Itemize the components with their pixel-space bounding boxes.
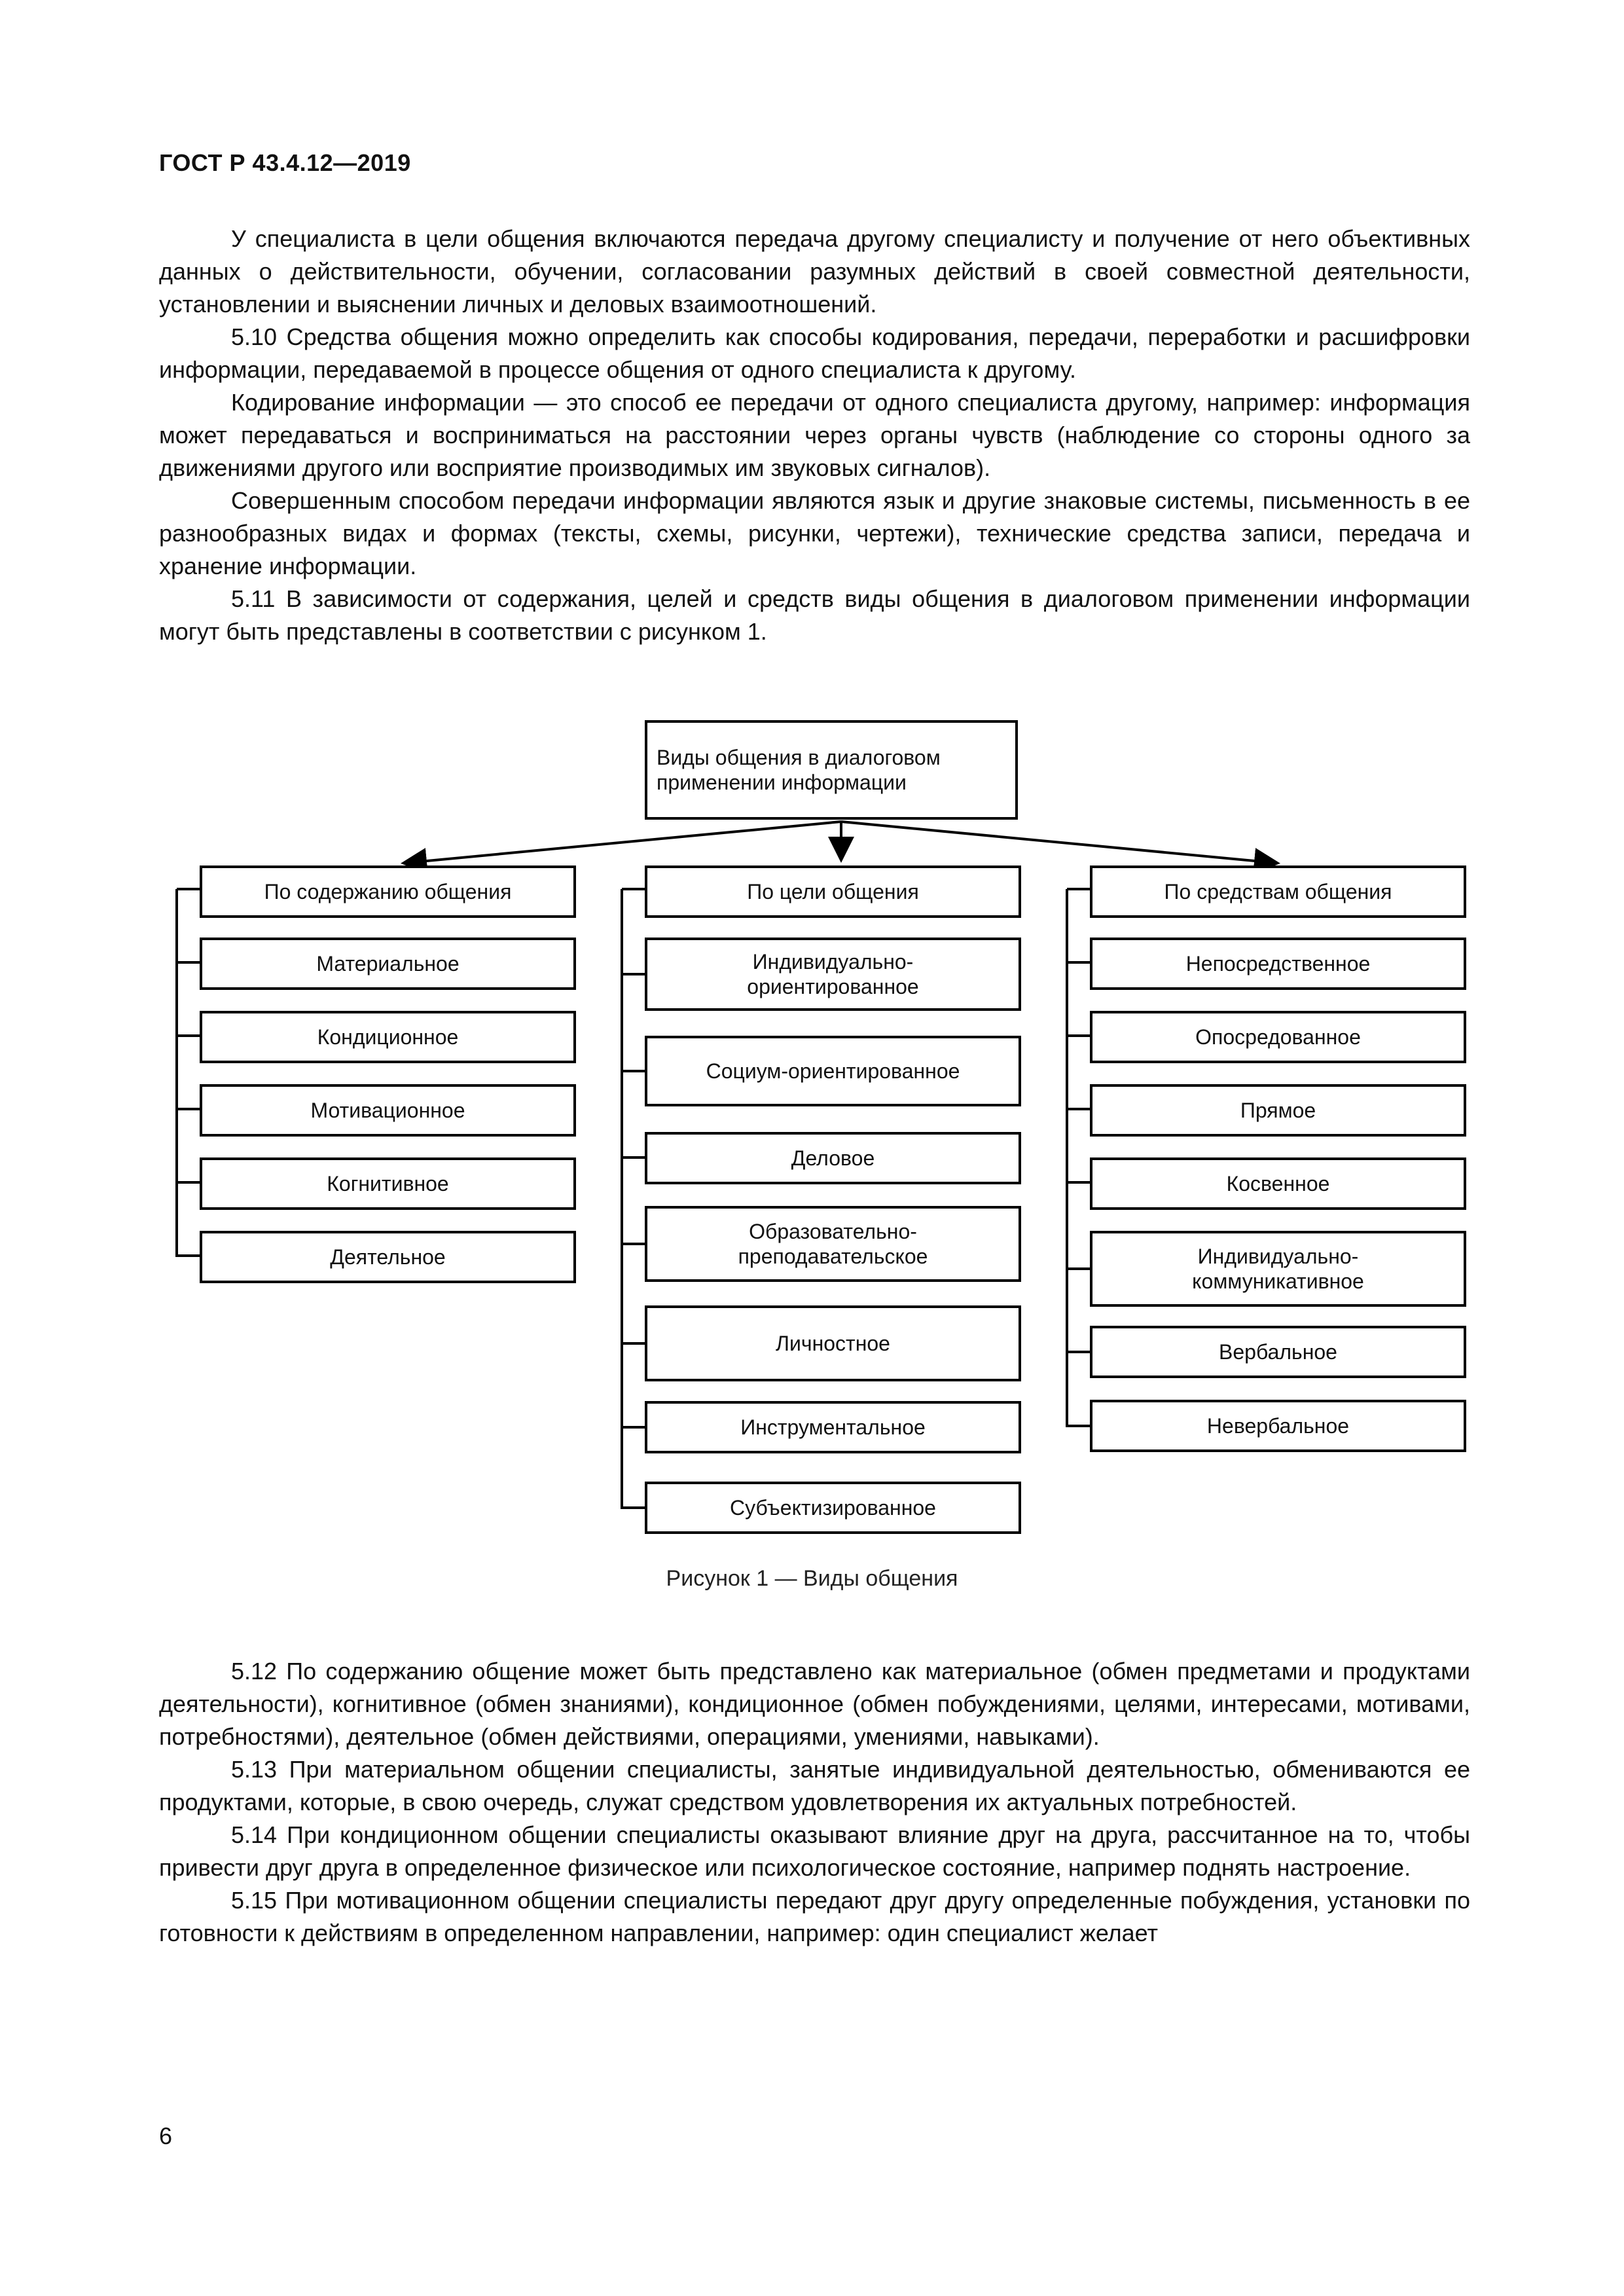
type-label: Инструментальное	[740, 1415, 926, 1439]
body-text-top	[159, 223, 1470, 648]
category-label: По цели общения	[747, 880, 919, 903]
page-number: 6	[159, 2123, 173, 2149]
type-box	[645, 1036, 1021, 1106]
diagram-root-label: Виды общения в диалоговом применении информации	[657, 746, 941, 794]
paragraph: Кодирование информации — это способ ее передачи от одного специалиста другому, например: информация может передаваться и восприниматься на расстоянии через органы чувств (наблюдение со стороны одного за движениями другого или восприятие производимых им звуковых сигналов).	[159, 389, 1470, 481]
type-label: Невербальное	[1206, 1414, 1350, 1438]
diagram-root-box	[645, 720, 1018, 820]
type-box	[1090, 1326, 1466, 1378]
paragraph: 5.15 При мотивационном общении специалисты передают друг другу определенные побуждения, установки по готовности к действиям в определенном направлении, например: один специалист желает	[159, 1887, 1470, 1946]
arrow-to-means	[841, 822, 1275, 863]
paragraph: 5.12 По содержанию общение может быть представлено как материальное (обмен предметами и продуктами деятельности), когнитивное (обмен знаниями), кондиционное (обмен побуждениями, целями, интересами, мотивами, потребностями), деятельное (обмен действиями, операциями, умениями, навыками).	[159, 1658, 1470, 1750]
type-box	[645, 1305, 1021, 1381]
type-box	[645, 1132, 1021, 1184]
type-label: Индивидуально-ориентированное	[747, 950, 919, 998]
type-box	[1090, 938, 1466, 990]
paragraph: 5.14 При кондиционном общении специалисты оказывают влияние друг на друга, рассчитанное на то, чтобы привести друг друга в определенное физическое или психологическое состояние, например поднять настроение.	[159, 1821, 1470, 1881]
type-box	[200, 1084, 576, 1137]
category-box-content	[200, 866, 576, 918]
type-label: Вербальное	[1219, 1340, 1337, 1364]
type-label: Непосредственное	[1185, 952, 1371, 975]
paragraph: У специалиста в цели общения включаются передача другому специалисту и получение от него объективных данных о действительности, обучении, согласовании разумных действий в своей совместной деятельности, установлении и выяснении личных и деловых взаимоотношений.	[159, 225, 1470, 318]
type-label: Мотивационное	[310, 1099, 465, 1122]
type-label: Прямое	[1240, 1099, 1316, 1122]
category-box-means	[1090, 866, 1466, 918]
paragraph: 5.13 При материальном общении специалисты, занятые индивидуальной деятельностью, обмениваются ее продуктами, которые, в свою очередь, служат средством удовлетворения их актуальных потребностей.	[159, 1756, 1470, 1815]
figure-caption: Рисунок 1 — Виды общения	[666, 1566, 958, 1591]
type-label: Деловое	[791, 1146, 875, 1170]
type-label: Деятельное	[330, 1245, 446, 1269]
type-label: Образовательно-преподавательское	[738, 1220, 928, 1268]
type-label: Личностное	[776, 1332, 890, 1355]
type-box	[645, 938, 1021, 1011]
type-label: Материальное	[316, 952, 460, 975]
type-box	[1090, 1084, 1466, 1137]
type-box	[200, 1231, 576, 1283]
type-box	[200, 1157, 576, 1210]
document-code-header: ГОСТ Р 43.4.12—2019	[159, 149, 411, 176]
type-label: Кондиционное	[317, 1025, 459, 1049]
arrow-to-content	[406, 822, 841, 863]
type-box	[1090, 1400, 1466, 1452]
body-text-bottom	[159, 1655, 1470, 1950]
type-label: Косвенное	[1226, 1172, 1330, 1195]
type-box	[1090, 1011, 1466, 1063]
type-label: Социум-ориентированное	[706, 1059, 960, 1083]
type-box	[200, 1011, 576, 1063]
type-box	[1090, 1231, 1466, 1307]
type-label: Индивидуально-коммуникативное	[1192, 1245, 1364, 1293]
type-label: Субъектизированное	[730, 1496, 936, 1520]
paragraph: 5.11 В зависимости от содержания, целей и средств виды общения в диалоговом применении информации могут быть представлены в соответствии с рисунком 1.	[159, 585, 1470, 645]
type-box	[200, 938, 576, 990]
paragraph: 5.10 Средства общения можно определить как способы кодирования, передачи, переработки и расшифровки информации, передаваемой в процессе общения от одного специалиста к другому.	[159, 323, 1470, 383]
type-box	[1090, 1157, 1466, 1210]
category-label: По содержанию общения	[264, 880, 512, 903]
type-label: Когнитивное	[327, 1172, 449, 1195]
type-box	[645, 1206, 1021, 1282]
category-label: По средствам общения	[1164, 880, 1392, 903]
type-box	[645, 1401, 1021, 1453]
type-box	[645, 1482, 1021, 1534]
paragraph: Совершенным способом передачи информации являются язык и другие знаковые системы, письменность в ее разнообразных видах и формах (тексты, схемы, рисунки, чертежи), технические средства записи, передача и хранение информации.	[159, 487, 1470, 579]
category-box-goal	[645, 866, 1021, 918]
type-label: Опосредованное	[1195, 1025, 1361, 1049]
